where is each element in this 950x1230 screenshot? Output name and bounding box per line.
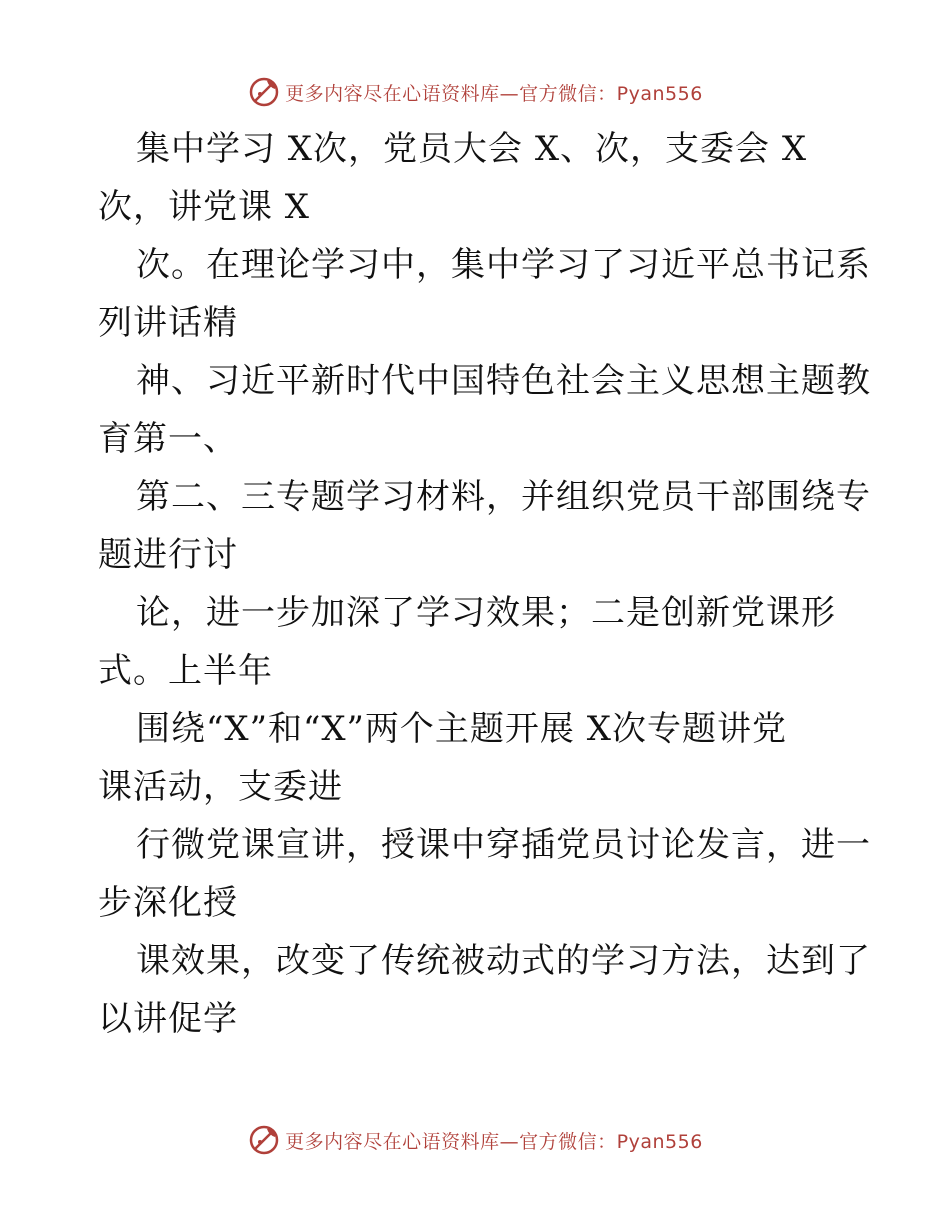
text-line: 神、习近平新时代中国特色社会主义思想主题教 xyxy=(136,361,871,401)
footer-banner xyxy=(0,1120,950,1160)
text-line: 课效果，改变了传统被动式的学习方法，达到了 xyxy=(136,941,871,981)
header-banner xyxy=(0,72,950,112)
text-line: 集中学习 X次，党员大会 X、次，支委会 X xyxy=(136,129,808,169)
text-line: 次，讲党课 X xyxy=(98,187,311,227)
footer-banner-text: 更多内容尽在心语资料库—官方微信：Pyan556 xyxy=(285,1130,703,1153)
body-text xyxy=(98,120,871,1048)
text-line: 论，进一步加深了学习效果；二是创新党课形 xyxy=(136,593,836,633)
text-line: 列讲话精 xyxy=(98,303,238,343)
text-line: 行微党课宣讲，授课中穿插党员讨论发言，进一 xyxy=(136,825,871,865)
text-line: 步深化授 xyxy=(98,883,238,923)
text-line: 式。上半年 xyxy=(98,651,273,691)
text-line: 次。在理论学习中，集中学习了习近平总书记系 xyxy=(136,245,871,285)
text-line: 题进行讨 xyxy=(98,535,238,575)
text-line: 课活动，支委进 xyxy=(98,767,343,807)
text-line: 育第一、 xyxy=(98,419,238,459)
quill-seal-icon xyxy=(247,75,281,109)
text-line: 以讲促学 xyxy=(98,999,238,1039)
text-line: 围绕“X”和“X”两个主题开展 X次专题讲党 xyxy=(136,709,787,749)
quill-seal-icon xyxy=(247,1123,281,1157)
header-banner-text: 更多内容尽在心语资料库—官方微信：Pyan556 xyxy=(285,82,703,105)
text-line: 第二、三专题学习材料，并组织党员干部围绕专 xyxy=(136,477,871,517)
